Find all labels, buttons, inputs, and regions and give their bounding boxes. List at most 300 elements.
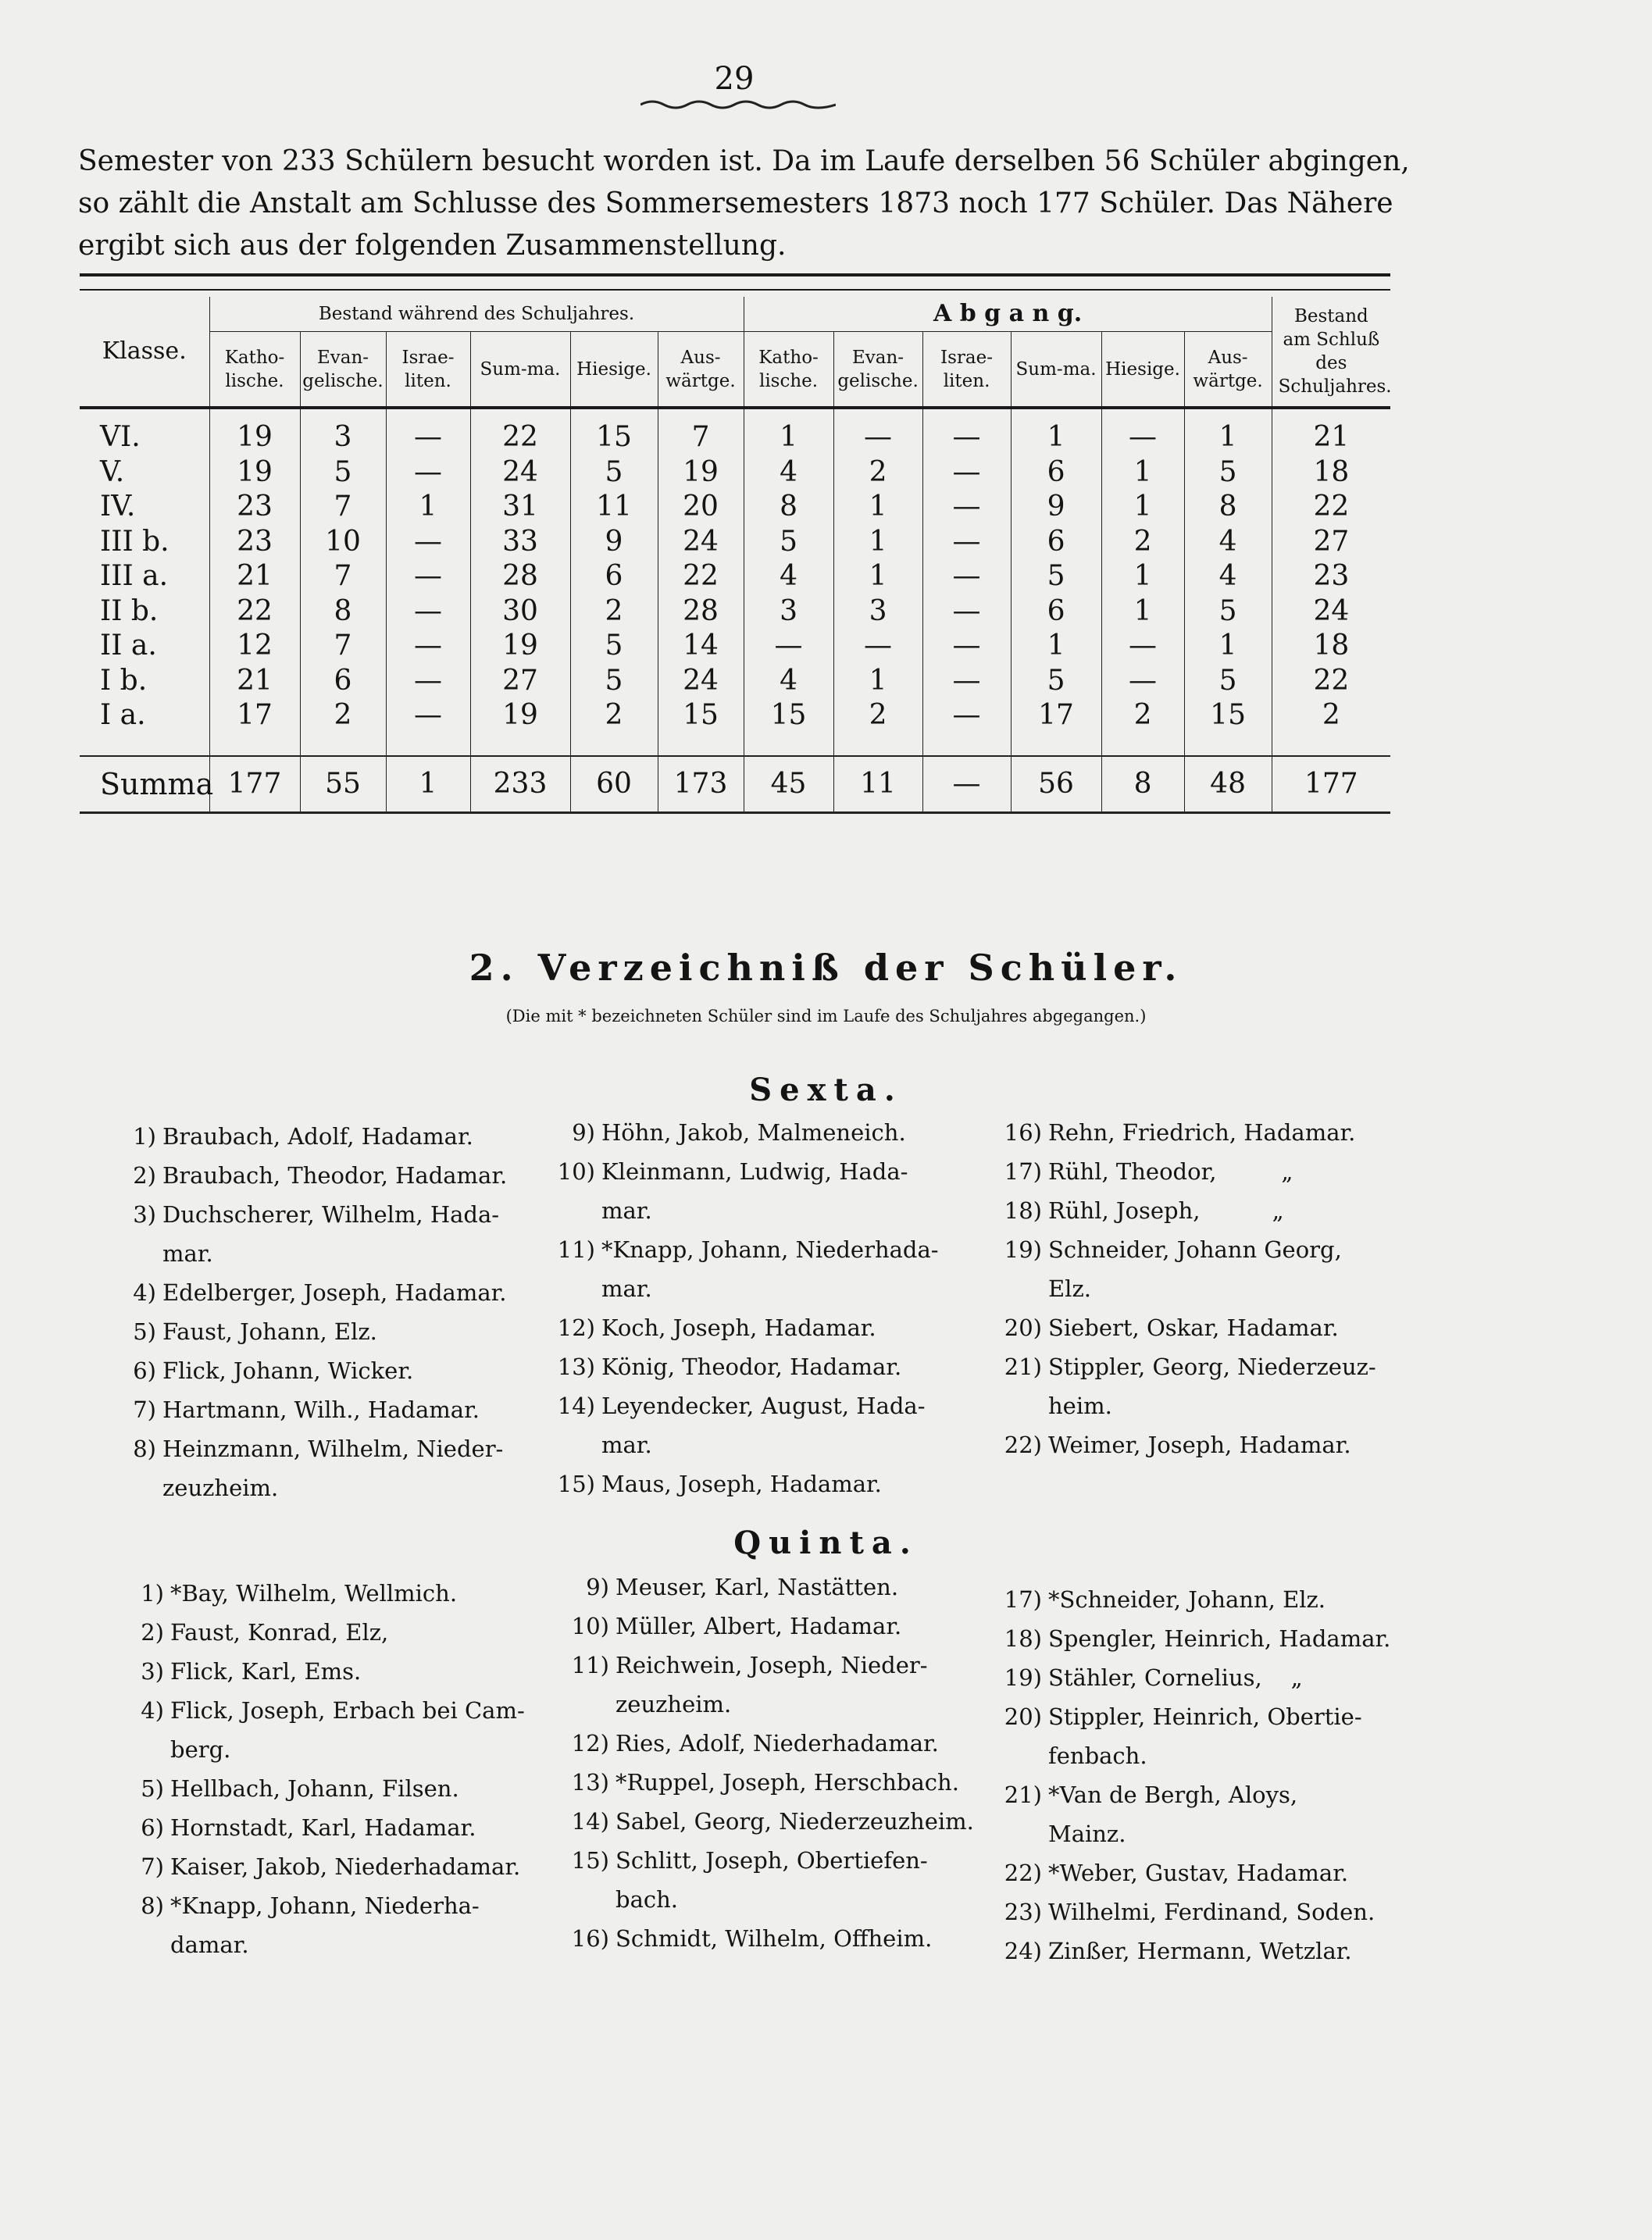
entry-number: 11) <box>571 1652 609 1678</box>
quinta-title: Quinta. <box>733 1525 919 1561</box>
class-column-header: Klasse. <box>80 297 209 408</box>
student-name: Müller, Albert, Hadamar. <box>615 1613 902 1639</box>
student-name: *Weber, Gustav, Hadamar. <box>1048 1860 1349 1886</box>
student-entry <box>986 1191 1423 1230</box>
value-cell: 1 <box>386 490 470 525</box>
value-cell: 24 <box>658 525 744 560</box>
value-cell: — <box>386 629 470 664</box>
entry-number: 19) <box>1004 1664 1042 1691</box>
entry-number: 1) <box>133 1123 156 1150</box>
table-row <box>80 420 1390 455</box>
student-entry <box>100 1273 537 1312</box>
student-name: Edelberger, Joseph, Hadamar. <box>162 1279 507 1306</box>
value-cell: — <box>922 698 1011 733</box>
student-name: Reichwein, Joseph, Nieder- <box>615 1652 928 1678</box>
col-header: Hiesige. <box>570 332 658 408</box>
value-cell: 24 <box>1313 594 1350 627</box>
value-cell: 2 <box>570 594 658 630</box>
value-cell: 6 <box>300 664 386 699</box>
sexta-column-2 <box>539 1113 976 1503</box>
value-cell: 2 <box>300 698 386 733</box>
value-cell: 2 <box>570 698 658 733</box>
class-cell: VI. <box>80 420 209 455</box>
class-cell: I b. <box>80 664 209 699</box>
student-entry <box>100 1429 537 1507</box>
table-top-rule-thin <box>80 289 1390 291</box>
class-cell: I a. <box>80 698 209 733</box>
value-cell: — <box>386 664 470 699</box>
student-name-continuation: Mainz. <box>1048 1821 1126 1847</box>
entry-number: 20) <box>1004 1703 1042 1730</box>
value-cell: 4 <box>1184 559 1272 594</box>
student-entry <box>553 1646 990 1724</box>
student-name: Braubach, Adolf, Hadamar. <box>162 1123 473 1150</box>
end-bestand-header: Bestand am Schluß des Schuljahres. <box>1278 306 1392 397</box>
sexta-column-3 <box>986 1113 1423 1464</box>
entry-number: 5) <box>133 1318 156 1345</box>
entry-number: 4) <box>141 1697 164 1724</box>
student-entry <box>539 1347 976 1386</box>
student-name-continuation: mar. <box>162 1240 213 1267</box>
student-name-continuation: damar. <box>170 1931 249 1958</box>
table-row <box>80 559 1390 594</box>
value-cell: 1 <box>1101 594 1184 630</box>
value-cell: 22 <box>470 420 570 455</box>
table-row <box>80 490 1390 525</box>
value-cell: 27 <box>470 664 570 699</box>
student-name: Ries, Adolf, Niederhadamar. <box>615 1730 939 1757</box>
value-cell: 5 <box>744 525 833 560</box>
class-cell: IV. <box>80 490 209 525</box>
entry-number: 6) <box>133 1357 156 1384</box>
bestand-group-header: Bestand während des Schuljahres. <box>209 297 744 332</box>
value-cell: 23 <box>1313 560 1350 592</box>
col-header: Katho-lische. <box>209 332 300 408</box>
col-header: Sum-ma. <box>1011 332 1101 408</box>
student-entry <box>539 1113 976 1152</box>
summa-cell: 173 <box>658 756 744 813</box>
sexta-column-1 <box>100 1117 537 1507</box>
value-cell: 18 <box>1313 455 1350 488</box>
student-name: Stippler, Georg, Niederzeuz- <box>1048 1354 1376 1380</box>
value-cell: 19 <box>209 420 300 455</box>
student-name: Hartmann, Wilh., Hadamar. <box>162 1396 480 1423</box>
value-cell: 9 <box>570 525 658 560</box>
value-cell: 1 <box>1011 420 1101 455</box>
value-cell: 27 <box>1313 525 1350 558</box>
entry-number: 21) <box>1004 1782 1042 1808</box>
class-cell: V. <box>80 455 209 490</box>
entry-number: 24) <box>1004 1938 1042 1964</box>
table-row <box>80 664 1390 699</box>
value-cell: 18 <box>1313 630 1350 662</box>
summa-cell: 177 <box>1272 756 1390 813</box>
student-entry <box>553 1607 990 1646</box>
value-cell: 19 <box>470 629 570 664</box>
student-entry <box>553 1568 990 1607</box>
table-row <box>80 455 1390 490</box>
student-entry <box>108 1769 545 1808</box>
student-entry <box>108 1886 545 1964</box>
student-name: Kaiser, Jakob, Niederhadamar. <box>170 1853 521 1880</box>
student-entry <box>986 1580 1423 1619</box>
entry-number: 10) <box>557 1158 595 1185</box>
student-name: *Ruppel, Joseph, Herschbach. <box>615 1769 959 1796</box>
col-header: Aus-wärtge. <box>1184 332 1272 408</box>
value-cell: 15 <box>658 698 744 733</box>
col-header: Israe-liten. <box>922 332 1011 408</box>
summa-cell: 8 <box>1101 756 1184 813</box>
table-row <box>80 629 1390 664</box>
line-wrap <box>108 1925 545 1964</box>
summa-label: Summa <box>80 756 209 813</box>
summa-cell: 55 <box>300 756 386 813</box>
student-name-continuation: berg. <box>170 1736 231 1763</box>
value-cell: — <box>922 455 1011 490</box>
summa-cell: 1 <box>386 756 470 813</box>
value-cell: 5 <box>1184 455 1272 490</box>
student-entry <box>539 1152 976 1230</box>
line-wrap <box>986 1814 1423 1853</box>
col-header: Aus-wärtge. <box>658 332 744 408</box>
value-cell: 11 <box>570 490 658 525</box>
student-statistics-table <box>80 297 1390 814</box>
entry-number: 13) <box>571 1769 609 1796</box>
student-entry <box>986 1347 1423 1425</box>
entry-number: 10) <box>571 1613 609 1639</box>
value-cell: — <box>386 559 470 594</box>
student-entry <box>100 1312 537 1351</box>
summa-cell: 56 <box>1011 756 1101 813</box>
student-name-continuation: zeuzheim. <box>162 1475 279 1501</box>
student-entry <box>108 1808 545 1847</box>
entry-number: 14) <box>571 1808 609 1835</box>
student-name: Maus, Joseph, Hadamar. <box>601 1471 882 1497</box>
value-cell: 2 <box>833 698 922 733</box>
value-cell: 21 <box>209 664 300 699</box>
line-wrap <box>986 1269 1423 1308</box>
student-name: Schneider, Johann Georg, <box>1048 1236 1342 1263</box>
value-cell: — <box>744 629 833 664</box>
class-cell: III a. <box>80 559 209 594</box>
student-entry <box>100 1195 537 1273</box>
student-entry <box>986 1113 1423 1152</box>
value-cell: — <box>922 594 1011 630</box>
line-wrap <box>539 1425 976 1464</box>
summa-cell: 11 <box>833 756 922 813</box>
summa-cell: 233 <box>470 756 570 813</box>
line-wrap <box>986 1736 1423 1775</box>
entry-number: 7) <box>133 1396 156 1423</box>
value-cell: 22 <box>658 559 744 594</box>
value-cell: 9 <box>1011 490 1101 525</box>
entry-number: 23) <box>1004 1899 1042 1925</box>
value-cell: — <box>386 698 470 733</box>
entry-number: 2) <box>133 1162 156 1189</box>
value-cell: 19 <box>658 455 744 490</box>
student-name: Zinßer, Hermann, Wetzlar. <box>1048 1938 1352 1964</box>
value-cell: 6 <box>1011 594 1101 630</box>
student-name: *Schneider, Johann, Elz. <box>1048 1586 1326 1613</box>
entry-number: 3) <box>141 1658 164 1685</box>
value-cell: 22 <box>209 594 300 630</box>
value-cell: 1 <box>1101 559 1184 594</box>
ornament-rule <box>640 97 836 112</box>
value-cell: 1 <box>833 559 922 594</box>
value-cell: 7 <box>300 629 386 664</box>
student-name: Leyendecker, August, Hada- <box>601 1393 926 1419</box>
value-cell: — <box>1101 629 1184 664</box>
value-cell: 17 <box>1011 698 1101 733</box>
value-cell: 15 <box>570 420 658 455</box>
value-cell: 4 <box>744 664 833 699</box>
student-entry <box>986 1853 1423 1892</box>
abgang-group-header: A b g a n g. <box>744 297 1272 332</box>
student-name-continuation: fenbach. <box>1048 1742 1147 1769</box>
value-cell: 20 <box>658 490 744 525</box>
student-name-continuation: Elz. <box>1048 1275 1091 1302</box>
value-cell: 2 <box>1101 525 1184 560</box>
value-cell: — <box>386 455 470 490</box>
student-name-continuation: mar. <box>601 1197 652 1224</box>
value-cell: — <box>386 420 470 455</box>
value-cell: 15 <box>744 698 833 733</box>
value-cell: 19 <box>209 455 300 490</box>
line-wrap <box>108 1730 545 1769</box>
entry-number: 7) <box>141 1853 164 1880</box>
value-cell: — <box>1101 664 1184 699</box>
table-row <box>80 525 1390 560</box>
student-name: Rühl, Joseph, „ <box>1048 1197 1284 1224</box>
value-cell: — <box>922 420 1011 455</box>
student-name: *Knapp, Johann, Niederhada- <box>601 1236 939 1263</box>
value-cell: 21 <box>1313 421 1350 453</box>
student-name: Meuser, Karl, Nastätten. <box>615 1574 899 1600</box>
line-wrap <box>539 1269 976 1308</box>
value-cell: 30 <box>470 594 570 630</box>
spacer-row <box>80 733 1390 756</box>
student-name-continuation: zeuzheim. <box>615 1691 732 1717</box>
table-row <box>80 594 1390 630</box>
student-entry <box>100 1351 537 1390</box>
entry-number: 3) <box>133 1201 156 1228</box>
entry-number: 4) <box>133 1279 156 1306</box>
student-name: Koch, Joseph, Hadamar. <box>601 1314 876 1341</box>
entry-number: 21) <box>1004 1354 1042 1380</box>
quinta-column-2 <box>553 1568 990 1958</box>
student-name: Hellbach, Johann, Filsen. <box>170 1775 459 1802</box>
student-entry <box>100 1390 537 1429</box>
student-name: Braubach, Theodor, Hadamar. <box>162 1162 508 1189</box>
student-entry <box>539 1464 976 1503</box>
student-entry <box>986 1308 1423 1347</box>
summa-cell: 48 <box>1184 756 1272 813</box>
student-entry <box>539 1386 976 1464</box>
line-wrap <box>986 1386 1423 1425</box>
value-cell: 1 <box>833 490 922 525</box>
value-cell: 24 <box>470 455 570 490</box>
value-cell: 4 <box>744 559 833 594</box>
value-cell: 1 <box>1184 420 1272 455</box>
value-cell: 10 <box>300 525 386 560</box>
entry-number: 16) <box>571 1925 609 1952</box>
value-cell: — <box>833 629 922 664</box>
page-number: 29 <box>714 61 755 97</box>
value-cell: 3 <box>833 594 922 630</box>
student-name: Rehn, Friedrich, Hadamar. <box>1048 1119 1356 1146</box>
value-cell: 5 <box>570 455 658 490</box>
student-entry <box>108 1652 545 1691</box>
student-entry <box>986 1892 1423 1931</box>
student-name: Rühl, Theodor, „ <box>1048 1158 1293 1185</box>
student-entry <box>108 1574 545 1613</box>
value-cell: — <box>386 594 470 630</box>
student-entry <box>553 1802 990 1841</box>
line-wrap <box>539 1191 976 1230</box>
entry-number: 22) <box>1004 1860 1042 1886</box>
quinta-column-1 <box>108 1574 545 1964</box>
value-cell: — <box>922 559 1011 594</box>
section-title: 2. Verzeichniß der Schüler. <box>469 947 1183 989</box>
value-cell: — <box>922 490 1011 525</box>
student-name: *Van de Bergh, Aloys, <box>1048 1782 1298 1808</box>
value-cell: 2 <box>1101 698 1184 733</box>
value-cell: 5 <box>300 455 386 490</box>
value-cell: 1 <box>833 664 922 699</box>
value-cell: 14 <box>658 629 744 664</box>
intro-paragraph <box>78 141 1410 267</box>
value-cell: 8 <box>744 490 833 525</box>
line-wrap <box>553 1685 990 1724</box>
value-cell: 2 <box>1322 699 1340 731</box>
value-cell: 6 <box>1011 525 1101 560</box>
spacer-row <box>80 408 1390 420</box>
student-name: Siebert, Oskar, Hadamar. <box>1048 1314 1339 1341</box>
entry-number: 1) <box>141 1580 164 1607</box>
value-cell: 23 <box>209 490 300 525</box>
value-cell: 8 <box>300 594 386 630</box>
student-entry <box>108 1847 545 1886</box>
value-cell: — <box>922 664 1011 699</box>
value-cell: 19 <box>470 698 570 733</box>
entry-number: 12) <box>557 1314 595 1341</box>
summa-cell: 177 <box>209 756 300 813</box>
student-name-continuation: mar. <box>601 1432 652 1458</box>
entry-number: 9) <box>572 1119 595 1146</box>
student-name: Stippler, Heinrich, Obertie- <box>1048 1703 1362 1730</box>
student-name: Faust, Johann, Elz. <box>162 1318 377 1345</box>
entry-number: 18) <box>1004 1625 1042 1652</box>
entry-number: 17) <box>1004 1586 1042 1613</box>
summa-row <box>80 756 1390 813</box>
value-cell: 24 <box>658 664 744 699</box>
value-cell: — <box>1101 420 1184 455</box>
student-entry <box>553 1724 990 1763</box>
student-name: Duchscherer, Wilhelm, Hada- <box>162 1201 500 1228</box>
class-cell: II b. <box>80 594 209 630</box>
student-entry <box>986 1619 1423 1658</box>
student-name: Weimer, Joseph, Hadamar. <box>1048 1432 1351 1458</box>
student-name: Heinzmann, Wilhelm, Nieder- <box>162 1436 504 1462</box>
section-note: (Die mit * bezeichneten Schüler sind im Laufe des Schuljahres abgegangen.) <box>505 1007 1147 1025</box>
value-cell: 1 <box>1101 455 1184 490</box>
value-cell: — <box>833 420 922 455</box>
student-entry <box>539 1230 976 1308</box>
value-cell: 22 <box>1313 490 1350 523</box>
line-wrap <box>553 1880 990 1919</box>
sexta-title: Sexta. <box>749 1072 903 1108</box>
value-cell: 2 <box>833 455 922 490</box>
quinta-column-3 <box>986 1580 1423 1971</box>
col-header: Sum-ma. <box>470 332 570 408</box>
col-header: Evan-gelische. <box>833 332 922 408</box>
student-name: Kleinmann, Ludwig, Hada- <box>601 1158 908 1185</box>
entry-number: 12) <box>571 1730 609 1757</box>
student-name-continuation: heim. <box>1048 1393 1112 1419</box>
value-cell: 4 <box>1184 525 1272 560</box>
value-cell: 28 <box>658 594 744 630</box>
entry-number: 15) <box>557 1471 595 1497</box>
entry-number: 19) <box>1004 1236 1042 1263</box>
entry-number: 9) <box>586 1574 609 1600</box>
entry-number: 14) <box>557 1393 595 1419</box>
entry-number: 8) <box>133 1436 156 1462</box>
summa-cell: 45 <box>744 756 833 813</box>
value-cell: 6 <box>1011 455 1101 490</box>
summa-cell: — <box>922 756 1011 813</box>
value-cell: 1 <box>833 525 922 560</box>
student-entry <box>986 1425 1423 1464</box>
value-cell: 7 <box>300 490 386 525</box>
student-name: Wilhelmi, Ferdinand, Soden. <box>1048 1899 1375 1925</box>
entry-number: 16) <box>1004 1119 1042 1146</box>
value-cell: 5 <box>1184 664 1272 699</box>
value-cell: — <box>386 525 470 560</box>
student-entry <box>986 1152 1423 1191</box>
student-entry <box>553 1763 990 1802</box>
value-cell: — <box>922 525 1011 560</box>
student-name: Spengler, Heinrich, Hadamar. <box>1048 1625 1391 1652</box>
value-cell: 5 <box>570 664 658 699</box>
value-cell: 7 <box>658 420 744 455</box>
student-entry <box>553 1841 990 1919</box>
student-entry <box>986 1658 1423 1697</box>
student-name: Sabel, Georg, Niederzeuzheim. <box>615 1808 974 1835</box>
student-name: Flick, Johann, Wicker. <box>162 1357 414 1384</box>
value-cell: 1 <box>1101 490 1184 525</box>
value-cell: 4 <box>744 455 833 490</box>
col-header: Evan-gelische. <box>300 332 386 408</box>
student-name: Flick, Joseph, Erbach bei Cam- <box>170 1697 525 1724</box>
student-name-continuation: mar. <box>601 1275 652 1302</box>
student-name: Hornstadt, Karl, Hadamar. <box>170 1814 476 1841</box>
student-name: *Knapp, Johann, Niederha- <box>170 1892 480 1919</box>
summa-cell: 60 <box>570 756 658 813</box>
value-cell: 17 <box>209 698 300 733</box>
value-cell: 1 <box>1184 629 1272 664</box>
value-cell: 8 <box>1184 490 1272 525</box>
student-name: *Bay, Wilhelm, Wellmich. <box>170 1580 458 1607</box>
entry-number: 20) <box>1004 1314 1042 1341</box>
value-cell: 5 <box>1184 594 1272 630</box>
student-name-continuation: bach. <box>615 1886 678 1913</box>
student-entry <box>539 1308 976 1347</box>
value-cell: 31 <box>470 490 570 525</box>
student-entry <box>100 1117 537 1156</box>
value-cell: 15 <box>1184 698 1272 733</box>
value-cell: 12 <box>209 629 300 664</box>
student-entry <box>986 1775 1423 1853</box>
